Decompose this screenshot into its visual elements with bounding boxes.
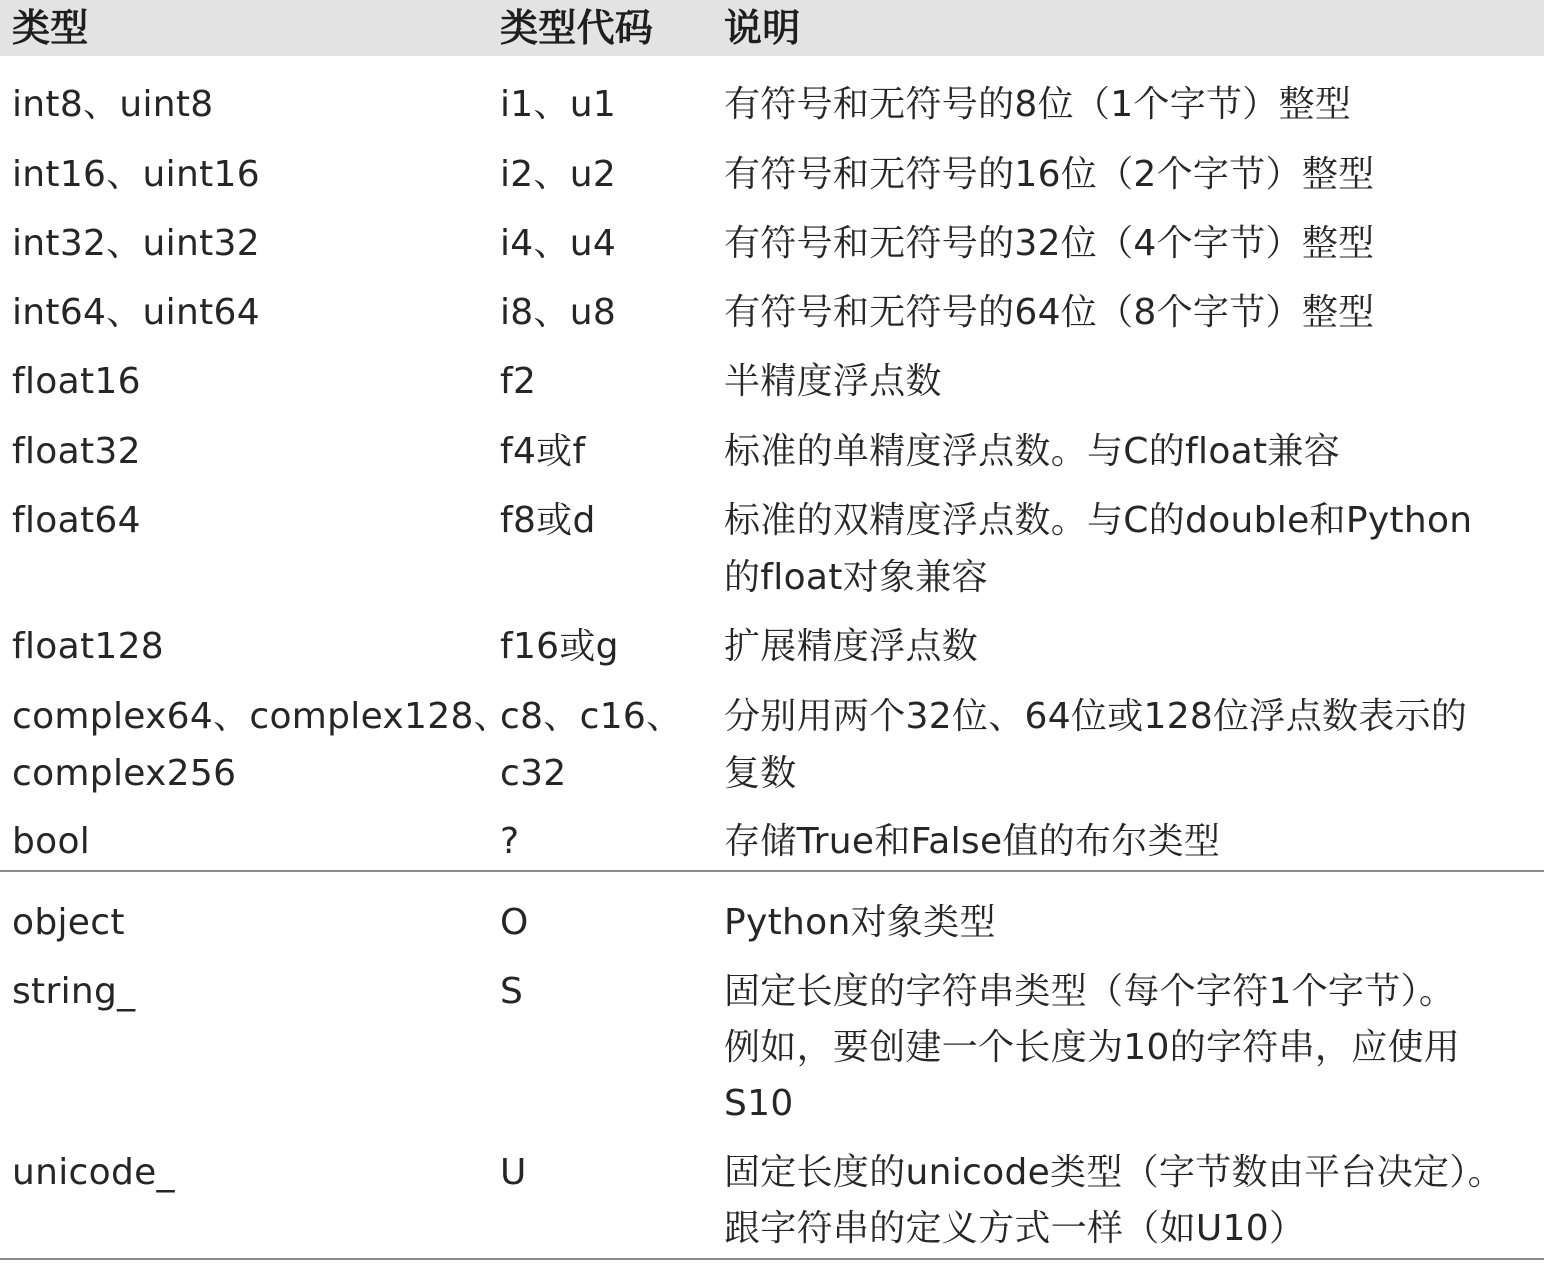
- code-cell: i8、u8: [500, 292, 617, 333]
- description-cell: 分别用两个32位、64位或128位浮点数表示的: [724, 696, 1468, 737]
- description-cell: Python对象类型: [724, 902, 996, 943]
- type-cell: int16、uint16: [12, 154, 260, 195]
- description-cell-continued: 的float对象兼容: [724, 557, 988, 598]
- type-cell: complex64、complex128、: [12, 696, 510, 737]
- code-cell-continued: c32: [500, 753, 567, 794]
- type-cell: int8、uint8: [12, 84, 214, 125]
- code-cell: i2、u2: [500, 154, 617, 195]
- description-cell: 有符号和无符号的16位（2个字节）整型: [724, 154, 1375, 195]
- code-cell: f16或g: [500, 626, 619, 667]
- header-type: 类型: [12, 6, 89, 50]
- code-cell: O: [500, 902, 529, 943]
- type-cell: object: [12, 902, 125, 943]
- code-cell: i1、u1: [500, 84, 617, 125]
- type-cell: float64: [12, 500, 141, 541]
- description-cell: 有符号和无符号的32位（4个字节）整型: [724, 223, 1375, 264]
- description-cell-continued: 复数: [724, 753, 797, 794]
- code-cell: S: [500, 971, 524, 1012]
- code-cell: i4、u4: [500, 223, 617, 264]
- type-cell: int64、uint64: [12, 292, 260, 333]
- type-cell: bool: [12, 821, 91, 862]
- type-cell: int32、uint32: [12, 223, 260, 264]
- type-cell-continued: complex256: [12, 753, 237, 794]
- table-bottom-border: [0, 1258, 1544, 1260]
- description-cell: 标准的单精度浮点数。与C的float兼容: [724, 431, 1341, 472]
- description-cell: 存储True和False值的布尔类型: [724, 821, 1221, 862]
- type-cell: unicode_: [12, 1152, 175, 1193]
- code-cell: c8、c16、: [500, 696, 683, 737]
- type-cell: float32: [12, 431, 141, 472]
- section-divider: [0, 870, 1544, 872]
- header-description: 说明: [724, 6, 801, 50]
- description-cell: 有符号和无符号的8位（1个字节）整型: [724, 84, 1352, 125]
- description-cell-continued: S10: [724, 1083, 794, 1124]
- description-cell: 有符号和无符号的64位（8个字节）整型: [724, 292, 1375, 333]
- type-cell: float128: [12, 626, 164, 667]
- description-cell: 标准的双精度浮点数。与C的double和Python: [724, 500, 1473, 541]
- code-cell: f8或d: [500, 500, 596, 541]
- description-cell: 固定长度的字符串类型（每个字符1个字节）。: [724, 971, 1456, 1012]
- type-cell: string_: [12, 971, 136, 1012]
- code-cell: U: [500, 1152, 527, 1193]
- code-cell: ?: [500, 821, 520, 862]
- code-cell: f4或f: [500, 431, 586, 472]
- code-cell: f2: [500, 361, 537, 402]
- description-cell: 扩展精度浮点数: [724, 626, 979, 667]
- description-cell-continued: 例如，要创建一个长度为10的字符串，应使用: [724, 1027, 1461, 1068]
- description-cell: 半精度浮点数: [724, 361, 942, 402]
- table-header: [0, 0, 1544, 56]
- description-cell: 固定长度的unicode类型（字节数由平台决定）。: [724, 1152, 1504, 1193]
- header-code: 类型代码: [500, 6, 654, 50]
- description-cell-continued: 跟字符串的定义方式一样（如U10）: [724, 1208, 1306, 1249]
- type-cell: float16: [12, 361, 141, 402]
